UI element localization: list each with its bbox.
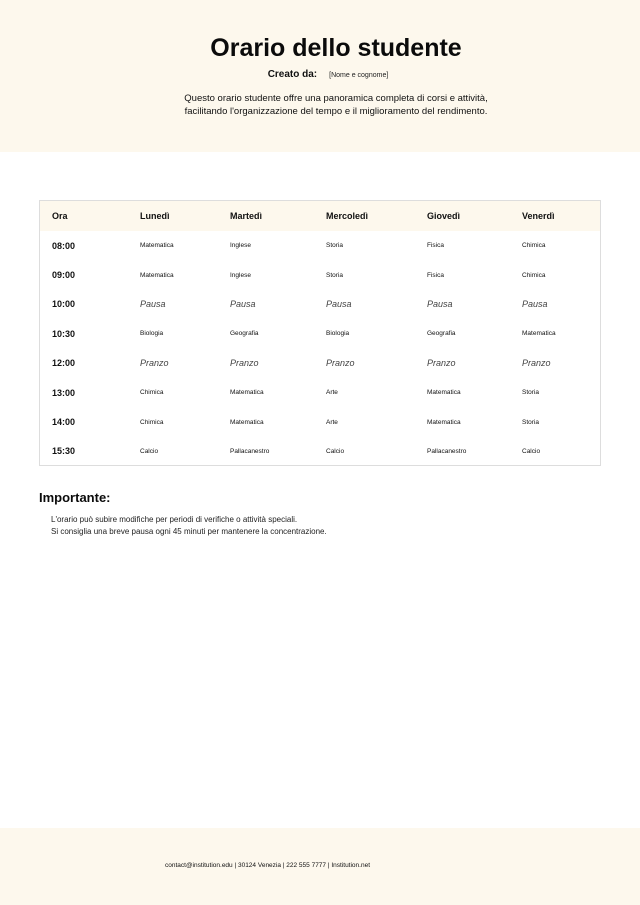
break-cell: Pausa [140,299,166,310]
time-cell: 12:00 [52,358,76,369]
time-cell: 10:30 [52,328,76,339]
intro-line: facilitando l'organizzazione del tempo e il miglioramento del rendimento. [184,105,488,117]
time-cell: 08:00 [52,240,76,251]
table-row [40,260,600,289]
column-header-monday: Lunedì [140,211,170,221]
subject-cell: Inglese [230,242,251,250]
subject-cell: Matematica [140,242,174,250]
subject-cell: Matematica [230,389,264,397]
footer-section [0,828,640,905]
table-row [40,349,600,378]
subject-cell: Calcio [140,447,159,455]
time-cell: 09:00 [52,270,76,281]
table-row [40,290,600,319]
column-header-wednesday: Mercoledì [326,211,369,221]
creator-line [0,69,640,80]
subject-cell: Chimica [140,418,164,426]
subject-cell: Biologia [140,330,164,338]
break-cell: Pranzo [230,358,259,369]
subject-cell: Chimica [522,271,546,279]
creator-name-field[interactable]: [Nome e cognome] [329,72,389,79]
subject-cell: Matematica [522,330,556,338]
schedule-table [39,200,601,466]
subject-cell: Storia [522,389,539,397]
important-notes [51,514,327,537]
subject-cell: Matematica [230,418,264,426]
break-cell: Pranzo [427,358,456,369]
table-row [40,378,600,407]
table-row [40,437,600,466]
subject-cell: Biologia [326,330,350,338]
break-cell: Pranzo [522,358,551,369]
table-body [40,231,600,466]
note-item: Si consiglia una breve pausa ogni 45 minuti per mantenere la concentrazione. [51,526,327,536]
subject-cell: Matematica [427,389,461,397]
break-cell: Pausa [522,299,548,310]
subject-cell: Storia [326,271,343,279]
subject-cell: Chimica [140,389,164,397]
note-item: L'orario può subire modifiche per periodi di verifiche o attività speciali. [51,515,298,524]
subject-cell: Storia [522,418,539,426]
subject-cell: Pallacanestro [230,447,270,455]
break-cell: Pausa [230,299,256,310]
header-section [0,0,640,152]
subject-cell: Arte [326,418,338,426]
time-cell: 14:00 [52,417,76,428]
subject-cell: Fisica [427,271,444,279]
subject-cell: Fisica [427,242,444,250]
subject-cell: Geografia [230,330,259,338]
intro-text [0,93,640,118]
subject-cell: Pallacanestro [427,447,467,455]
column-header-friday: Venerdì [522,211,555,221]
time-cell: 13:00 [52,387,76,398]
subject-cell: Inglese [230,271,251,279]
column-header-tuesday: Martedì [230,211,263,221]
break-cell: Pranzo [326,358,355,369]
time-cell: 10:00 [52,299,76,310]
subject-cell: Storia [326,242,343,250]
important-title: Importante: [39,490,111,505]
subject-cell: Matematica [427,418,461,426]
time-cell: 15:30 [52,446,76,457]
subject-cell: Chimica [522,242,546,250]
break-cell: Pausa [326,299,352,310]
table-header-row [40,201,600,231]
page-title: Orario dello studente [210,34,462,62]
subject-cell: Geografia [427,330,456,338]
table-row [40,407,600,436]
break-cell: Pausa [427,299,453,310]
table-row [40,319,600,348]
column-header-time: Ora [52,211,68,221]
creator-label: Creato da: [267,69,318,80]
intro-line: Questo orario studente offre una panoramica completa di corsi e attività, [184,93,488,104]
column-header-thursday: Giovedì [427,211,461,221]
footer-contact: contact@institution.edu | 30124 Venezia | 222 555 7777 | Institution.net [165,862,371,869]
subject-cell: Matematica [140,271,174,279]
break-cell: Pranzo [140,358,169,369]
subject-cell: Arte [326,389,338,397]
subject-cell: Calcio [522,447,541,455]
table-row [40,231,600,260]
subject-cell: Calcio [326,447,345,455]
